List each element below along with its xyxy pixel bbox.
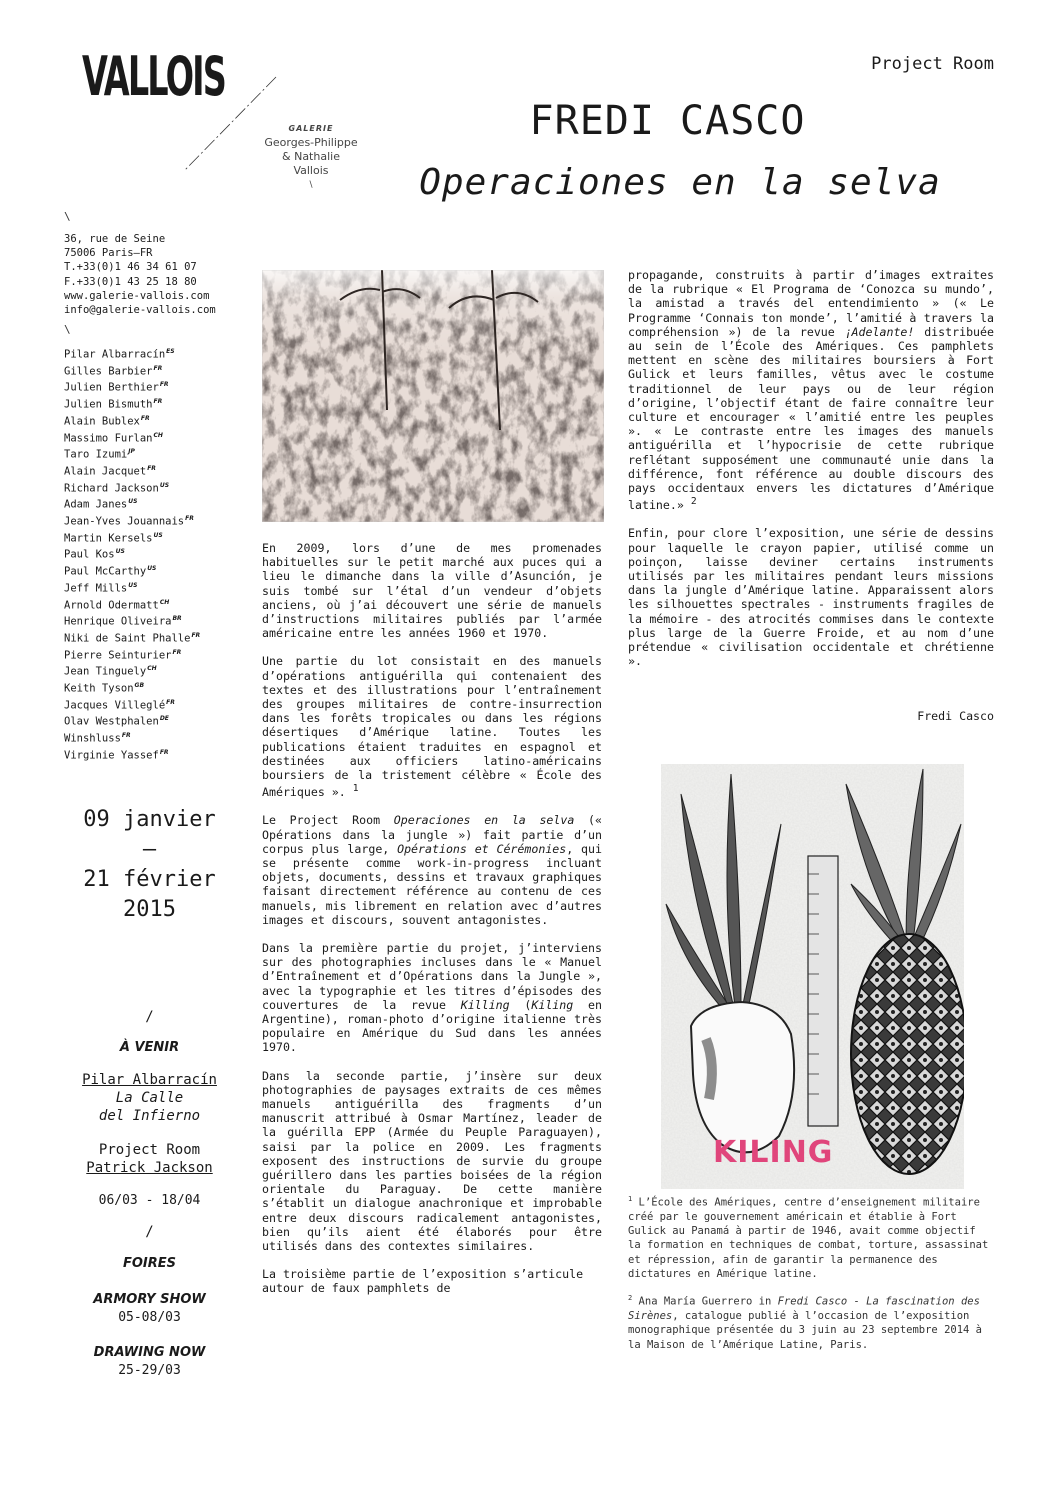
artist-country-code: FR (159, 748, 169, 756)
body-column-2 (628, 268, 994, 682)
artist-item[interactable] (64, 495, 200, 512)
jungle-photo (262, 270, 604, 522)
pineapple-photo (661, 764, 964, 1189)
kiling-caption: KILING (713, 1135, 834, 1170)
artist-name: Alain Bublex (64, 415, 140, 428)
artist-name: Martin Kersels (64, 532, 153, 545)
artist-country-code: US (128, 498, 138, 506)
galerie-slash: \ (309, 180, 313, 190)
body-paragraph: Enfin, pour clore l’exposition, une série de dessins pour laquelle le crayon papier, utilisé comme un poinçon, laisse deviner certains instruments utilisés par les militaires pendant leurs missions dans la jungle d’Amérique latine. Apparaissent alors les silhouettes spectrales - instruments fragiles de la mémoire - des atrocités commises dans le contexte plus large de la Guerre Froide, et au nom d’une prétendue « civilisation occidentale et chrétienne ». (628, 526, 994, 669)
artist-item[interactable] (64, 529, 200, 546)
upcoming-room-label: Project Room (98, 1142, 201, 1158)
artist-country-code: JP (128, 448, 135, 456)
artist-country-code: FR (147, 464, 156, 472)
body-text: propagande, construits à partir d’images extraites de la rubrique « El Programa de ‘Conozca su mundo’, la amistad a través del entendimiento » (« Le Programme ‘Connais ton monde’, l’amitié à travers la compréhension ») de la revue (628, 268, 994, 339)
artist-item[interactable] (64, 378, 200, 395)
artist-country-code: FR (153, 364, 163, 372)
artist-item[interactable] (64, 579, 200, 596)
body-italic: Opérations et Cérémonies (397, 841, 567, 856)
artist-name: Pierre Seinturier (64, 649, 172, 662)
footnote-number: 1 (628, 1195, 633, 1203)
artist-name: Jean Tinguely (64, 665, 147, 678)
body-text: en Argentine), roman-photo d’origine italienne très populaire en Amérique du Sud dans les années 1970. (262, 997, 602, 1055)
artist-name: Arnold Odermatt (64, 599, 159, 612)
artist-country-code: US (159, 481, 170, 489)
artist-item[interactable] (64, 596, 200, 613)
upcoming-title-1: La Calle (115, 1090, 184, 1106)
fair-1-dates: 05-08/03 (118, 1310, 181, 1325)
artist-country-code: FR (159, 381, 169, 389)
body-text: Le Project Room (262, 813, 394, 828)
upcoming-label: À VENIR (119, 1040, 180, 1055)
artist-item[interactable] (64, 729, 200, 746)
body-paragraph (262, 654, 602, 799)
artist-country-code: CH (147, 665, 157, 673)
galerie-label: GALERIE (288, 124, 334, 133)
fair-1-name: ARMORY SHOW (93, 1292, 206, 1307)
footnote-text: Ana María Guerrero in (638, 1295, 778, 1308)
artist-name: Pilar Albarracín (64, 348, 166, 361)
upcoming-room-block (52, 1141, 247, 1177)
artist-name: Alain Jacquet (64, 465, 147, 478)
body-italic: Kiling (531, 997, 574, 1012)
body-italic: ¡Adelante! (844, 324, 915, 339)
artist-item[interactable] (64, 746, 200, 763)
artist-country-code: FR (185, 515, 194, 523)
address-city: 75006 Paris—FR (64, 247, 153, 260)
artist-name: Jeff Mills (64, 582, 128, 595)
footnote-number: 2 (628, 1294, 633, 1303)
body-paragraph (262, 813, 602, 927)
upcoming-artist-link[interactable]: Pilar Albarracín (82, 1072, 217, 1088)
artist-name: Adam Janes (64, 498, 128, 511)
galerie-line-2: & Nathalie (282, 150, 340, 163)
artist-country-code: ES (166, 348, 175, 355)
body-text: Dans la première partie du projet, j’interviens sur des photographies incluses dans le « Manuel d’Entraînement et d’Opérations dans la Jungle », avec la typographie et les titres d’épisodes des couvertures de la revue (262, 940, 602, 1012)
artist-name: Keith Tyson (64, 682, 134, 695)
galerie-line-1: Georges-Philippe (264, 136, 358, 149)
artist-item[interactable] (64, 479, 200, 496)
separator-slash: / (145, 1009, 154, 1025)
artist-item[interactable] (64, 512, 200, 529)
artist-item[interactable] (64, 612, 200, 629)
artist-name: Julien Bismuth (64, 398, 153, 411)
upcoming-title-2: del Infierno (98, 1108, 201, 1124)
artist-item[interactable] (64, 362, 200, 379)
artist-item[interactable] (64, 429, 200, 446)
artist-item[interactable] (64, 629, 200, 646)
body-paragraph: La troisième partie de l’exposition s’articule autour de faux pamphlets de (262, 1267, 584, 1296)
author-signature: Fredi Casco (917, 709, 994, 723)
gallery-logo: VALLOIS (82, 45, 226, 108)
footnotes (628, 1192, 992, 1362)
footnote-2 (628, 1291, 992, 1352)
artist-item[interactable] (64, 445, 200, 462)
slash-separator: \ (64, 323, 71, 336)
artist-item[interactable] (64, 462, 200, 479)
artist-item[interactable] (64, 545, 200, 562)
artist-item[interactable] (64, 696, 200, 713)
artist-country-code: DE (159, 715, 169, 723)
artist-item[interactable] (64, 395, 200, 412)
artist-name: Massimo Furlan (64, 432, 153, 445)
artist-item[interactable] (64, 679, 200, 696)
artist-name: Winshluss (64, 732, 121, 745)
artist-country-code: US (128, 581, 138, 589)
artist-name: Richard Jackson (64, 482, 159, 495)
date-year: 2015 (123, 897, 176, 922)
footnote-ref[interactable]: 2 (690, 496, 697, 508)
artist-country-code: FR (140, 414, 150, 422)
artist-country-code: US (147, 565, 157, 573)
artist-country-code: FR (172, 648, 182, 656)
artist-name: Paul McCarthy (64, 565, 147, 578)
artist-country-code: FR (121, 732, 131, 740)
body-italic: Operaciones en la selva (393, 813, 575, 828)
body-text: ( (509, 997, 532, 1012)
artist-name: Paul Kos (64, 548, 115, 561)
artist-name: Jean-Yves Jouannais (64, 515, 185, 528)
body-text: (« Opérations dans la jungle ») fait partie d’un corpus plus large, (262, 813, 602, 856)
artist-country-code: FR (153, 398, 163, 406)
address-street: 36, rue de Seine (64, 233, 166, 245)
upcoming-dates: 06/03 - 18/04 (98, 1193, 201, 1208)
body-paragraph: Dans la seconde partie, j’insère sur deux photographies de paysages extraits de ces mêmes manuels antiguérilla des fragments d’un manuscrit attribué à Osmar Martínez, leader de la guérilla EPP (Armée du Peuple Paraguayen), saisi par la police en 2009. Les fragments exposent des instructions de survie du groupe guérillero dans les parties boisées de la région orientale du Paraguay. De cette manière s’établit un dialogue anachronique et improbable entre deux discours radicalement antagonistes, bien qu’ils aient été élaborés pour être utilisés dans des contextes similaires. (262, 1068, 602, 1253)
gallery-name-block (247, 122, 375, 192)
slash-separator: \ (64, 210, 71, 223)
exhibition-dates (52, 805, 247, 925)
project-room-label: Project Room (871, 54, 994, 74)
artist-name: Virginie Yassef (64, 749, 159, 762)
upcoming-block (52, 1071, 247, 1125)
footnote-1 (628, 1192, 992, 1281)
artist-country-code: FR (191, 631, 201, 639)
body-text: distribuée au sein de l’École des Amériques. Ces pamphlets mettent en scène des militaires boursiers à Fort Gulick et leurs familles, vêtus avec le costume traditionnel de leur pays ou de leur région d’origine, l’objectif étant de faire connaître leur culture et encourager « l’amitié entre les peuples ». « Le contraste entre les images des manuels antiguérilla et l’hypocrisie de cette rubrique reflétant supposément une communauté unie dans la différence, font référence au double discours des pays occidentaux envers les dictatures d’Amérique latine.» (628, 324, 995, 513)
exhibition-title: Operaciones en la selva (419, 162, 941, 203)
address-website[interactable]: www.galerie-vallois.com (64, 289, 210, 302)
artist-name: Julien Berthier (64, 381, 159, 394)
artist-item[interactable] (64, 345, 200, 362)
address-email[interactable]: info@galerie-vallois.com (64, 304, 216, 317)
artist-country-code: BR (172, 615, 182, 623)
artist-item[interactable] (64, 712, 200, 729)
body-paragraph (262, 941, 602, 1055)
artist-country-code: US (153, 531, 163, 539)
address-phone: T.+33(0)1 46 34 61 07 (64, 261, 197, 274)
body-column-1 (262, 541, 602, 1310)
artist-item[interactable] (64, 662, 200, 679)
footnote-text: , catalogue publié à l’occasion de l’exposition monographique présentée du 3 juin au 23 septembre 2014 à la Maison de l’Amérique Latine, Paris. (628, 1310, 983, 1351)
artist-list (64, 345, 200, 763)
footnote-text: L’École des Amériques, centre d’enseignement militaire créé par le gouvernement américain et établie à Fort Gulick au Panamá à partir de 1946, avait comme objectif la formation en techniques de combat, torture, assassinat et répression, afin de garantir la permanence des dictatures en Amérique latine. (628, 1196, 989, 1280)
galerie-line-3: Vallois (293, 164, 329, 177)
body-text: , qui se présente comme work-in-progress incluant objets, documents, dessins et travaux graphiques faisant directement référence au contenu de ces manuels, mis librement en relation avec d’autres images et discours, souvent antagonistes. (262, 841, 602, 927)
artist-item[interactable] (64, 646, 200, 663)
artist-name: Jacques Villeglé (64, 699, 166, 712)
artist-name: Taro Izumi (64, 448, 128, 461)
artist-country-code: FR (166, 698, 175, 706)
fair-2-name: DRAWING NOW (93, 1345, 206, 1360)
artist-name: Olav Westphalen (64, 715, 159, 728)
artist-name: Gilles Barbier (64, 365, 153, 378)
body-text: Une partie du lot consistait en des manuels d’opérations antiguérilla qui contenaient des textes et des illustrations pour l’entraînement des groupes militaires de contre-insurrection dans les forêts tropicales ou dans les régions désertiques d’Amérique latine. Toutes les publications étaient traduites en espagnol et destinées aux officiers latino-américains boursiers de la tristement célèbre « École des Amériques ». (262, 654, 602, 800)
fairs-label: FOIRES (122, 1256, 177, 1271)
separator-slash: / (145, 1224, 154, 1240)
address-fax: F.+33(0)1 43 25 18 80 (64, 275, 197, 288)
footnote-italic: Fredi Casco - La fascination des Sirènes (628, 1295, 980, 1323)
artist-name: Niki de Saint Phalle (64, 632, 191, 645)
artist-item[interactable] (64, 412, 200, 429)
artist-name: Henrique Oliveira (64, 615, 172, 628)
address-block (64, 232, 216, 317)
body-italic: Killing (460, 997, 510, 1012)
fair-2-dates: 25-29/03 (118, 1363, 181, 1378)
artist-country-code: US (115, 548, 125, 556)
artist-item[interactable] (64, 562, 200, 579)
artist-country-code: CH (159, 598, 170, 606)
date-end: 21 février (83, 867, 216, 892)
footnote-ref[interactable]: 1 (352, 783, 359, 795)
date-start: 09 janvier (83, 807, 216, 832)
date-dash: — (142, 837, 157, 862)
artist-country-code: CH (153, 431, 163, 439)
body-paragraph: En 2009, lors d’une de mes promenades habituelles sur le petit marché aux puces qui a lieu le dimanche dans la ville d’Asunción, je suis tombé sur l’étal d’un vendeur d’objets anciens, où j’ai découvert une série de manuels d’instructions militaires publiés par l’armée américaine entre les années 1960 et 1970. (262, 541, 602, 641)
artist-title: FREDI CASCO (529, 98, 806, 144)
upcoming-room-artist-link[interactable]: Patrick Jackson (86, 1160, 213, 1176)
body-paragraph (628, 268, 994, 512)
artist-country-code: GB (134, 682, 145, 690)
